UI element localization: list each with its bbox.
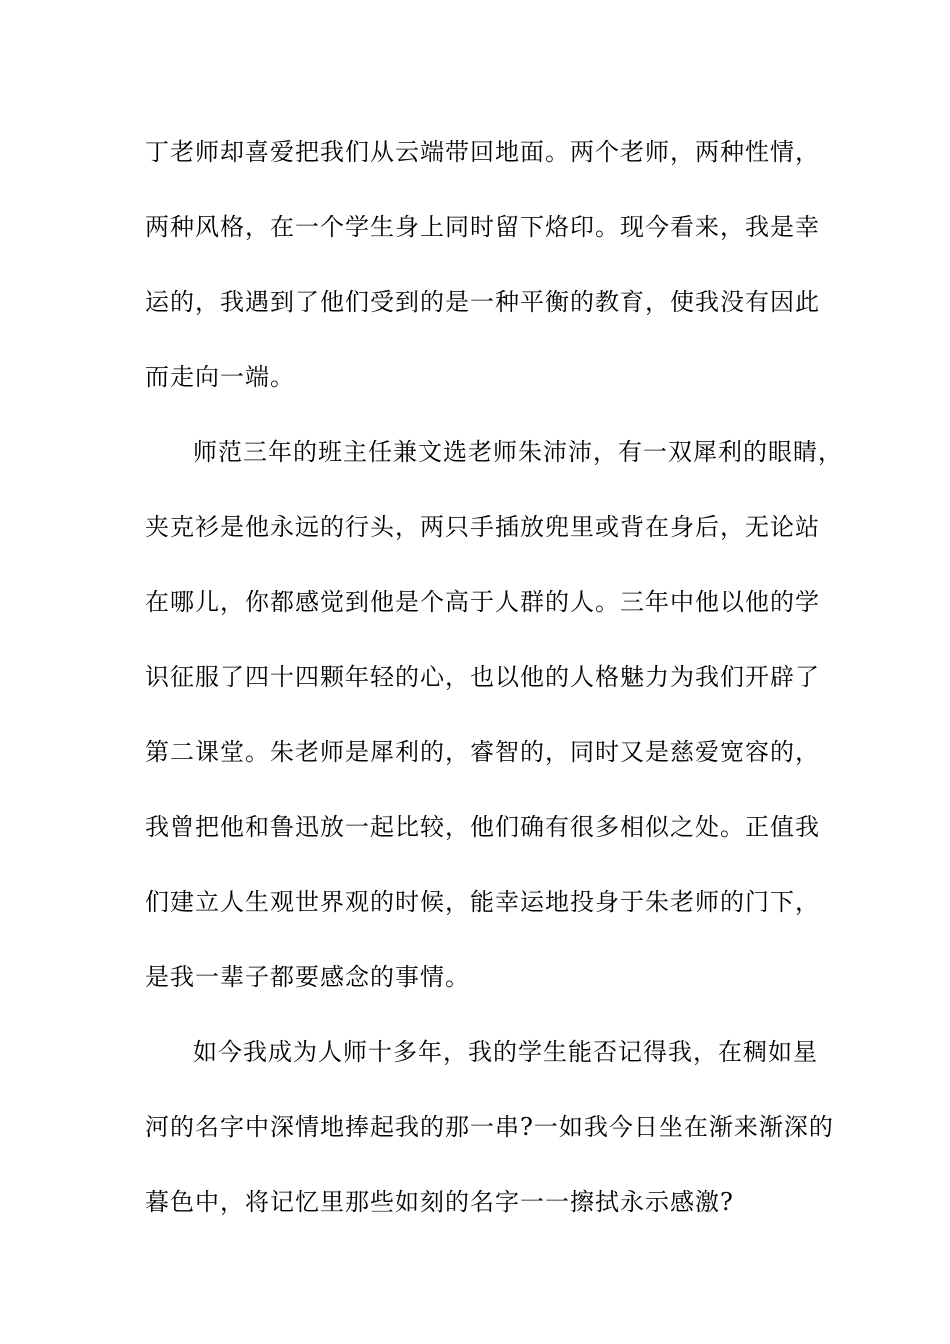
paragraph-first-line: 如今我成为人师十多年，我的学生能否记得我，在稠如星 [193,1038,818,1066]
text-line: 两种风格，在一个学生身上同时留下烙印。现今看来，我是幸 [145,213,820,241]
text-line: 河的名字中深情地捧起我的那一串?一如我今日坐在渐来渐深的 [145,1113,834,1141]
text-line: 运的，我遇到了他们受到的是一种平衡的教育，使我没有因此 [145,288,820,316]
text-line: 而走向一端。 [145,363,295,391]
text-line: 丁老师却喜爱把我们从云端带回地面。两个老师，两种性情， [145,138,820,166]
text-line: 暮色中，将记忆里那些如刻的名字一一擦拭永示感激? [145,1188,734,1216]
text-line: 识征服了四十四颗年轻的心，也以他的人格魅力为我们开辟了 [145,663,820,691]
paragraph-first-line: 师范三年的班主任兼文选老师朱沛沛，有一双犀利的眼睛， [193,438,843,466]
text-line: 我曾把他和鲁迅放一起比较，他们确有很多相似之处。正值我 [145,813,820,841]
text-line: 是我一辈子都要感念的事情。 [145,963,470,991]
text-line: 第二课堂。朱老师是犀利的，睿智的，同时又是慈爱宽容的， [145,738,820,766]
text-line: 夹克衫是他永远的行头，两只手插放兜里或背在身后，无论站 [145,513,820,541]
text-line: 们建立人生观世界观的时候，能幸运地投身于朱老师的门下， [145,888,820,916]
text-line: 在哪儿，你都感觉到他是个高于人群的人。三年中他以他的学 [145,588,820,616]
